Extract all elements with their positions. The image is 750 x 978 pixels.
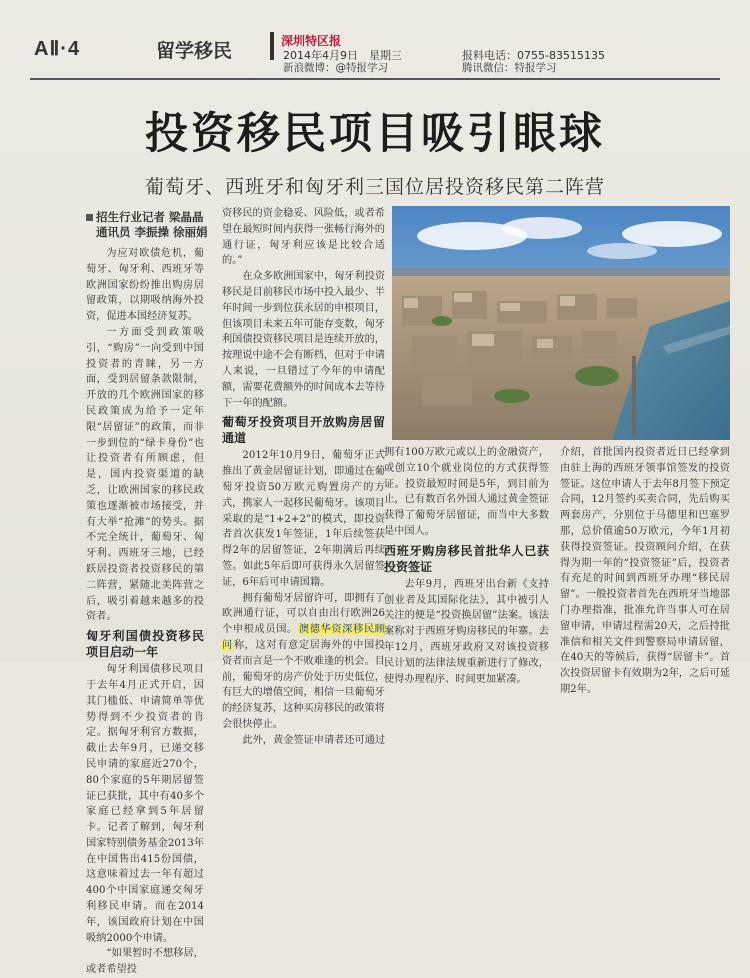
highlighted-phrase: 澳德华资深移民顾问 <box>222 624 385 651</box>
article-headline: 投资移民项目吸引眼球 <box>145 109 605 159</box>
subheading-hungary: 匈牙利国债投资移民项目启动一年 <box>86 629 204 660</box>
paragraph: 在众多欧洲国家中，匈牙利投资移民是目前移民市场中投入最少、半年时间一步到位获永居的申根项目，但该项目未来五年可能存变数，匈牙利国债投资移民项目是连续开放的，按理说中途不会有断档，但对于申请人来说，一旦错过了今年的申请配额，需要花费额外的时间成本去等待下一年的配额。 <box>222 271 386 409</box>
header-divider <box>270 32 274 60</box>
newspaper-logo: 深圳特区报 <box>281 34 342 48</box>
paragraph: 去年9月，西班牙出台新《支持创业者及其国际化法》，其中被引人关注的便是“投资换居留”法案。该法案称对于西班牙购房移民的年寨。去年12月，西班牙政府又对该投资移民计划的法律法规重新进行了修改，使得办理程序、时间更加紧凑。 <box>384 578 549 685</box>
paragraph: 为应对欧债危机，葡萄牙、匈牙利、西班牙等欧洲国家纷纷推出购房居留政策，以期吸纳海外投资，促进本国经济复苏。 <box>86 248 204 323</box>
page-number: AⅡ·4 <box>34 38 81 60</box>
issue-date: 2014年4月9日 星期三 <box>283 49 402 62</box>
weibo-contact: 新浪微博：@特报学习 <box>283 62 388 74</box>
section-title: 留学移民 <box>156 40 233 62</box>
byline <box>86 210 208 240</box>
paragraph: 2012年10月9日，葡萄牙正式推出了黄金居留证计划，即通过在葡萄牙投资50万欧元购置房产的方式，携家人一起移民葡萄牙。该项目采取的是“1+2+2”的模式，即投资者首次获发1年签证，1年后续签获得2年的居留签证，2年期满后再续签。如此5年后即可获得永久居留签证，6年后可申请国籍。 <box>222 450 385 588</box>
hotline-phone: 报料电话：0755-83515135 <box>462 49 605 62</box>
article-column-2 <box>222 206 386 746</box>
paragraph: 资移民的资金稳妥、风险低，或者希望在最短时间内获得一张畅行海外的通行证，匈牙利应该是比较合适的。” <box>222 208 385 267</box>
paragraph: “如果暂时不想移居，或者希望投 <box>86 948 204 976</box>
city-aerial-photo <box>392 206 730 440</box>
article-subhead: 葡萄牙、西班牙和匈牙利三国位居投资移民第二阵营 <box>144 176 605 198</box>
subheading-portugal: 葡萄牙投资项目开放购房居留通道 <box>222 415 385 446</box>
article-column-4 <box>560 445 730 695</box>
paragraph-text: 拥有葡萄牙居留许可，即拥有了欧洲通行证，可以自由出行欧洲26个申根成员国。 <box>222 592 386 636</box>
article-column-3 <box>384 445 549 685</box>
wechat-contact: 腾讯微信：特报学习 <box>462 62 557 74</box>
paragraph: 匈牙利国债移民项目于去年4月正式开启，因其门槛低、申请简单等优势得到不少投资者的肯定。据匈牙利官方数据，截止去年9月，已递交移民申请的家庭近270个，80个家庭的5年期居留签证已获批，其中有40多个家庭已经拿到5年居留卡。记者了解到，匈牙利国家特别债务基金2013年在中国售出415份国债，这意味着过去一年有超过400个中国家庭递交匈牙利移民申请。而在2014年，该国政府计划在中国吸纳2000个申请。 <box>86 664 204 944</box>
header-rule <box>30 78 720 80</box>
square-bullet-icon <box>86 214 93 221</box>
subheading-spain: 西班牙购房移民首批华人已获投资签证 <box>384 543 549 574</box>
paragraph: 此外，黄金签证申请者还可通过 <box>242 734 386 746</box>
paragraph <box>222 591 385 733</box>
byline-correspondents: 通讯员 李振操 徐丽娟 <box>96 225 208 239</box>
paragraph: 介绍，首批国内投资者近日已经拿到由驻上海的西班牙领事馆签发的投资签证。这位申请人于去年8月签下预定合同，12月签约买卖合同，先后购买两套房产，分别位于马德里和巴塞罗那，总价值逾50万欧元，今年1月初获得投资签证。投资顾问介绍，在获得为期一年的“投资签证”后，投资者有充足的时间到西班牙办理“移民居留”。一般投资者首先在西班牙当地部门办理指准，批准允许当事人可在居留申请，申请过程需20天，之后持批准信和相关文件到警察局申请居留，在40天的等候后，获得“居留卡”。首次投资居留卡有效期为2年，之后可延期2年。 <box>560 447 730 695</box>
article-column-1 <box>86 246 204 976</box>
paragraph: 一方面受到政策吸引，“购房”一向受到中国投资者的青睐，另一方面，受到居留条款限制，开放的几个欧洲国家的移民政策成为给予一定年限“居留证”的政策，而非一步到位的“绿卡身份”也让投资者有所顾虑，但是，国内投资渠道的缺乏，让欧洲国家的移民政策也逐渐被市场接受，并有大举“抢滩”的势头。据不完全统计，葡萄牙、匈牙利、西班牙三地，已经跃居投资者投资移民的第二阵营，紧随北美阵营之后，吸引着越来越多的投资者。 <box>86 326 204 623</box>
paragraph: 拥有100万欧元或以上的金融资产，或创立10个就业岗位的方式获得签证。投资最短时间是5年，到目前为止，已有数百名外国人通过黄金签证获得了葡萄牙居留证，而当中大多数是中国人。 <box>384 447 549 537</box>
paragraph-text: 称，这对有意定居海外的中国投资者而言是一个不败难逢的机会。目前，葡萄牙的房产价处于历史低位，有巨大的增值空间，相信一旦葡萄牙的经济复苏，这种买房移民的政策将会很快停止。 <box>222 639 385 730</box>
byline-reporter: 招生行业记者 梁晶晶 <box>96 210 204 224</box>
